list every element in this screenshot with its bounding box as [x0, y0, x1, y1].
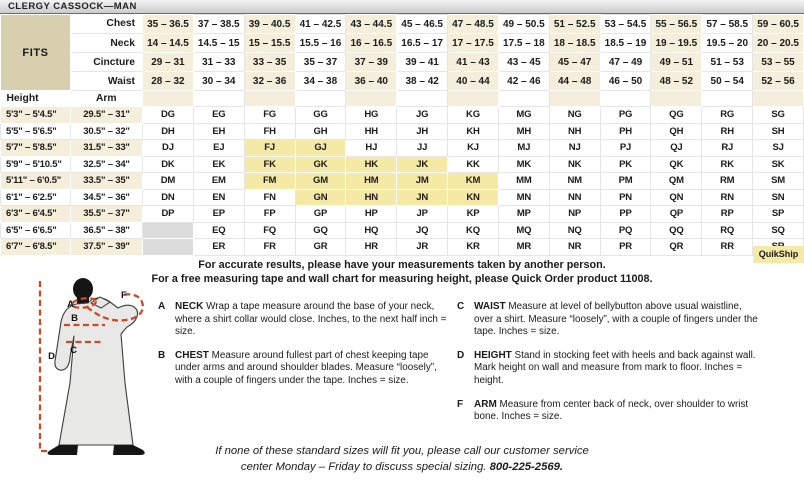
size-code-cell: KK: [448, 156, 499, 173]
measure-value: 19.5 – 20: [702, 34, 753, 53]
measure-row-cincture: [1, 53, 804, 72]
instruction-letter: B: [158, 349, 166, 361]
measure-value: 49 – 51: [651, 53, 702, 72]
instruction-item-c: [457, 301, 758, 339]
height-range-cell: 5'9" – 5'10.5": [1, 156, 71, 173]
instruction-text: [175, 301, 449, 339]
size-code-cell: RM: [702, 173, 753, 190]
size-code-cell: EJ: [193, 140, 244, 157]
size-code-cell: MH: [498, 123, 549, 140]
instructions-left-column: [158, 301, 449, 399]
size-code-cell: SM: [753, 173, 804, 190]
height-range-cell: 5'7" – 5'8.5": [1, 140, 71, 157]
size-code-cell: QJ: [651, 140, 702, 157]
size-row-1: [1, 123, 804, 140]
header-spacer-cell: [244, 91, 295, 107]
size-code-cell: KR: [448, 239, 499, 256]
size-code-cell: JH: [397, 123, 448, 140]
header-spacer-cell: [143, 91, 194, 107]
header-spacer-cell: [651, 91, 702, 107]
size-code-cell: PP: [600, 206, 651, 223]
size-code-cell: HK: [346, 156, 397, 173]
measure-value: 49 – 50.5: [498, 15, 549, 34]
note-line-1: For accurate results, please have your measurements taken by another person.: [198, 259, 606, 271]
header-spacer-cell: [549, 91, 600, 107]
size-code-cell: FN: [244, 189, 295, 206]
size-code-cell: KM: [448, 173, 499, 190]
measure-value: 14 – 14.5: [143, 34, 194, 53]
size-row-7: [1, 222, 804, 239]
quickship-badge: QuikShip: [753, 246, 804, 263]
measure-value: 57 – 58.5: [702, 15, 753, 34]
measure-value: 18 – 18.5: [549, 34, 600, 53]
instruction-item-d: [457, 350, 758, 388]
size-code-cell: HN: [346, 189, 397, 206]
measure-label: Chest: [71, 15, 143, 34]
measure-value: 19 – 19.5: [651, 34, 702, 53]
size-code-cell: FM: [244, 173, 295, 190]
size-code-cell: QH: [651, 123, 702, 140]
size-code-cell: NH: [549, 123, 600, 140]
measure-value: 33 – 35: [244, 53, 295, 72]
measure-value: 37 – 39: [346, 53, 397, 72]
size-code-cell: JP: [397, 206, 448, 223]
size-code-cell: MN: [498, 189, 549, 206]
size-code-cell: DN: [143, 189, 194, 206]
size-code-cell: QK: [651, 156, 702, 173]
size-row-5: [1, 189, 804, 206]
size-code-cell: HR: [346, 239, 397, 256]
instruction-text: [474, 301, 758, 339]
size-code-cell: JN: [397, 189, 448, 206]
header-spacer-cell: [295, 91, 346, 107]
size-code-cell: MK: [498, 156, 549, 173]
figure-label-f: F: [121, 290, 127, 301]
header-spacer-cell: [346, 91, 397, 107]
size-code-cell: RG: [702, 107, 753, 124]
figure-label-d: D: [48, 351, 55, 362]
measure-value: 48 – 52: [651, 72, 702, 91]
size-code-cell: NR: [549, 239, 600, 256]
figure-label-a: A: [67, 299, 74, 310]
arm-range-cell: 35.5" – 37": [71, 206, 143, 223]
measure-value: 28 – 32: [143, 72, 194, 91]
measure-value: 39 – 40.5: [244, 15, 295, 34]
measure-value: 18.5 – 19: [600, 34, 651, 53]
size-code-cell: PJ: [600, 140, 651, 157]
size-code-cell: JG: [397, 107, 448, 124]
arm-range-cell: 34.5" – 36": [71, 189, 143, 206]
size-code-cell: SJ: [753, 140, 804, 157]
size-code-cell: QQ: [651, 222, 702, 239]
size-code-cell: EG: [193, 107, 244, 124]
instruction-term: HEIGHT: [474, 349, 512, 361]
size-code-cell: JR: [397, 239, 448, 256]
size-code-cell: SH: [753, 123, 804, 140]
size-code-cell: FP: [244, 206, 295, 223]
instruction-letter: C: [457, 301, 465, 312]
measure-value: 59 – 60.5: [753, 15, 804, 34]
chart-title-bar: [0, 0, 804, 14]
instruction-body: Measure around fullest part of chest keeping tape under arms and around shoulder blades. Measure “loosely”, with a couple of fingers under the tape. Inches = size.: [175, 349, 437, 386]
measure-value: 16 – 16.5: [346, 34, 397, 53]
size-code-cell: NK: [549, 156, 600, 173]
size-code-cell: GG: [295, 107, 346, 124]
size-code-cell: GR: [295, 239, 346, 256]
instructions-right-column: [457, 301, 758, 435]
arm-range-cell: 33.5" – 35": [71, 173, 143, 190]
measure-value: 53 – 54.5: [600, 15, 651, 34]
size-code-cell: JM: [397, 173, 448, 190]
size-code-cell: EP: [193, 206, 244, 223]
header-spacer-cell: [600, 91, 651, 107]
measure-value: 15 – 15.5: [244, 34, 295, 53]
size-code-cell: FG: [244, 107, 295, 124]
instruction-text: [474, 399, 758, 424]
size-code-cell: QP: [651, 206, 702, 223]
size-code-cell: HH: [346, 123, 397, 140]
size-code-cell: HM: [346, 173, 397, 190]
height-range-cell: 6'3" – 6'4.5": [1, 206, 71, 223]
size-code-cell: GN: [295, 189, 346, 206]
measure-value: 41 – 42.5: [295, 15, 346, 34]
measure-row-waist: [1, 72, 804, 91]
size-code-cell: SG: [753, 107, 804, 124]
size-row-0: [1, 107, 804, 124]
size-code-cell: DJ: [143, 140, 194, 157]
instruction-letter: F: [457, 398, 464, 410]
size-row-3: [1, 156, 804, 173]
measure-value: 53 – 55: [753, 53, 804, 72]
measure-value: 47 – 49: [600, 53, 651, 72]
measure-value: 38 – 42: [397, 72, 448, 91]
size-code-cell: FH: [244, 123, 295, 140]
size-code-cell: GM: [295, 173, 346, 190]
size-code-cell: GP: [295, 206, 346, 223]
header-spacer-cell: [753, 91, 804, 107]
measure-label: Cincture: [71, 53, 143, 72]
footer-line-2: center Monday – Friday to discuss special sizing. 800-225-2569.: [240, 460, 564, 473]
size-code-cell: MR: [498, 239, 549, 256]
size-code-cell: EM: [193, 173, 244, 190]
measure-value: 43 – 44.5: [346, 15, 397, 34]
arm-range-cell: 36.5" – 38": [71, 222, 143, 239]
size-code-cell: GQ: [295, 222, 346, 239]
size-code-cell: RQ: [702, 222, 753, 239]
size-code-cell: RP: [702, 206, 753, 223]
size-code-cell: EN: [193, 189, 244, 206]
header-spacer-cell: [193, 91, 244, 107]
size-code-cell: QM: [651, 173, 702, 190]
arm-range-cell: 30.5" – 32": [71, 123, 143, 140]
size-code-cell: JK: [397, 156, 448, 173]
measure-value: 32 – 36: [244, 72, 295, 91]
size-code-cell: KG: [448, 107, 499, 124]
size-code-cell: GJ: [295, 140, 346, 157]
size-code-cell: MP: [498, 206, 549, 223]
instruction-body: Wrap a tape measure around the base of your neck, where a shirt collar would close. Inches, to the next half inch = size.: [175, 301, 447, 338]
size-code-cell: PM: [600, 173, 651, 190]
instruction-letter: D: [457, 349, 465, 361]
size-code-cell: HQ: [346, 222, 397, 239]
measure-label: Neck: [71, 34, 143, 53]
size-code-cell: EQ: [193, 222, 244, 239]
figure-label-b: B: [71, 313, 78, 324]
arm-range-cell: 37.5" – 39": [71, 239, 143, 256]
measure-value: 44 – 48: [549, 72, 600, 91]
header-spacer-cell: [702, 91, 753, 107]
measure-value: 20 – 20.5: [753, 34, 804, 53]
arm-range-cell: 29.5" – 31": [71, 107, 143, 124]
size-code-cell: RH: [702, 123, 753, 140]
size-code-cell: HP: [346, 206, 397, 223]
size-code-cell: JQ: [397, 222, 448, 239]
size-row-6: [1, 206, 804, 223]
arm-header: Arm: [71, 91, 143, 107]
fits-cell: FITS: [1, 15, 71, 91]
size-code-cell: QR: [651, 239, 702, 256]
measure-value: 17 – 17.5: [448, 34, 499, 53]
measure-row-chest: [1, 15, 804, 34]
measure-value: 55 – 56.5: [651, 15, 702, 34]
size-code-cell: NM: [549, 173, 600, 190]
measure-value: 16.5 – 17: [397, 34, 448, 53]
size-code-cell: PN: [600, 189, 651, 206]
instruction-term: NECK: [175, 301, 204, 312]
size-code-cell: NP: [549, 206, 600, 223]
height-range-cell: 6'1" – 6'2.5": [1, 189, 71, 206]
cassock-measurement-figure: [30, 278, 170, 463]
instruction-letter: A: [158, 301, 166, 312]
measure-value: 47 – 48.5: [448, 15, 499, 34]
measure-value: 37 – 38.5: [193, 15, 244, 34]
customer-service-phone: 800-225-2569.: [489, 460, 564, 473]
instruction-term: CHEST: [175, 349, 209, 361]
measure-label: Waist: [71, 72, 143, 91]
empty-size-cell: [143, 222, 194, 239]
size-code-cell: MQ: [498, 222, 549, 239]
measure-value: 41 – 43: [448, 53, 499, 72]
arm-range-cell: 31.5" – 33": [71, 140, 143, 157]
size-code-cell: SN: [753, 189, 804, 206]
figure-label-c: C: [70, 345, 77, 356]
instruction-item-a: [158, 301, 449, 339]
size-code-cell: MM: [498, 173, 549, 190]
height-header: Height: [1, 91, 71, 107]
size-code-cell: GK: [295, 156, 346, 173]
size-code-cell: MJ: [498, 140, 549, 157]
measure-value: 40 – 44: [448, 72, 499, 91]
size-code-cell: RK: [702, 156, 753, 173]
measure-value: 43 – 45: [498, 53, 549, 72]
instruction-item-b: [158, 350, 449, 388]
size-code-cell: ER: [193, 239, 244, 256]
chart-title: CLERGY CASSOCK—MAN: [8, 1, 137, 12]
size-code-cell: NN: [549, 189, 600, 206]
instruction-term: WAIST: [474, 301, 506, 312]
size-code-cell: EH: [193, 123, 244, 140]
note-line-2: For a free measuring tape and wall chart for measuring height, please Quick Order product 11008.: [151, 272, 653, 285]
instruction-body: Measure at level of bellybutton above usual waistline, over a shirt. Measure “loosely”, with a couple of fingers under the tape. Inches = size.: [474, 301, 758, 338]
size-code-cell: JJ: [397, 140, 448, 157]
empty-size-cell: [143, 239, 194, 256]
size-code-cell: DH: [143, 123, 194, 140]
size-code-cell: SQ: [753, 222, 804, 239]
header-spacer-cell: [397, 91, 448, 107]
size-code-cell: GH: [295, 123, 346, 140]
size-code-cell: DP: [143, 206, 194, 223]
size-code-cell: MG: [498, 107, 549, 124]
size-code-cell: PH: [600, 123, 651, 140]
size-row-4: [1, 173, 804, 190]
measure-value: 50 – 54: [702, 72, 753, 91]
size-code-cell: HG: [346, 107, 397, 124]
size-code-cell: DK: [143, 156, 194, 173]
measure-value: 39 – 41: [397, 53, 448, 72]
size-code-cell: RN: [702, 189, 753, 206]
instruction-item-f: [457, 399, 758, 424]
instruction-term: ARM: [474, 398, 497, 410]
size-code-cell: NJ: [549, 140, 600, 157]
height-range-cell: 5'11" – 6'0.5": [1, 173, 71, 190]
size-code-cell: DM: [143, 173, 194, 190]
height-range-cell: 5'5" – 5'6.5": [1, 123, 71, 140]
measure-value: 30 – 34: [193, 72, 244, 91]
size-chart-table: [0, 14, 804, 256]
size-code-cell: KN: [448, 189, 499, 206]
measure-value: 51 – 53: [702, 53, 753, 72]
measure-value: 36 – 40: [346, 72, 397, 91]
measure-row-neck: [1, 34, 804, 53]
size-code-cell: NG: [549, 107, 600, 124]
height-range-cell: 6'7" – 6'8.5": [1, 239, 71, 256]
header-spacer-cell: [448, 91, 499, 107]
instruction-body: Measure from center back of neck, over shoulder to wrist bone. Inches = size.: [474, 398, 749, 423]
instruction-text: [175, 350, 449, 388]
size-code-cell: NQ: [549, 222, 600, 239]
height-arm-header-row: [1, 91, 804, 107]
special-sizing-footer: [0, 444, 804, 475]
measure-value: 35 – 37: [295, 53, 346, 72]
instruction-text: [474, 350, 758, 388]
size-code-cell: KH: [448, 123, 499, 140]
measure-value: 34 – 38: [295, 72, 346, 91]
measure-value: 15.5 – 16: [295, 34, 346, 53]
size-code-cell: FQ: [244, 222, 295, 239]
measure-value: 51 – 52.5: [549, 15, 600, 34]
measure-value: 17.5 – 18: [498, 34, 549, 53]
measure-value: 45 – 47: [549, 53, 600, 72]
size-code-cell: FR: [244, 239, 295, 256]
size-code-cell: KP: [448, 206, 499, 223]
size-code-cell: HJ: [346, 140, 397, 157]
measure-value: 52 – 56: [753, 72, 804, 91]
size-code-cell: FJ: [244, 140, 295, 157]
measure-value: 29 – 31: [143, 53, 194, 72]
size-code-cell: PG: [600, 107, 651, 124]
size-code-cell: SP: [753, 206, 804, 223]
size-row-8: [1, 239, 804, 256]
footer-line-1: If none of these standard sizes will fit you, please call our customer service: [215, 445, 589, 457]
height-range-cell: 6'5" – 6'6.5": [1, 222, 71, 239]
measure-value: 14.5 – 15: [193, 34, 244, 53]
measure-value: 46 – 50: [600, 72, 651, 91]
size-code-cell: SK: [753, 156, 804, 173]
size-code-cell: KQ: [448, 222, 499, 239]
arm-range-cell: 32.5" – 34": [71, 156, 143, 173]
measure-value: 45 – 46.5: [397, 15, 448, 34]
size-row-2: [1, 140, 804, 157]
size-code-cell: PQ: [600, 222, 651, 239]
size-code-cell: PK: [600, 156, 651, 173]
measure-value: 42 – 46: [498, 72, 549, 91]
size-code-cell: DG: [143, 107, 194, 124]
size-code-cell: KJ: [448, 140, 499, 157]
size-code-cell: RR: [702, 239, 753, 256]
header-spacer-cell: [498, 91, 549, 107]
size-code-cell: QN: [651, 189, 702, 206]
size-code-cell: QG: [651, 107, 702, 124]
size-code-cell: PR: [600, 239, 651, 256]
size-code-cell: EK: [193, 156, 244, 173]
measure-value: 31 – 33: [193, 53, 244, 72]
measure-value: 35 – 36.5: [143, 15, 194, 34]
height-range-cell: 5'3" – 5'4.5": [1, 107, 71, 124]
size-code-cell: FK: [244, 156, 295, 173]
instruction-body: Stand in stocking feet with heels and back against wall. Mark height on wall and measure from mark to floor. Inches = height.: [474, 349, 756, 386]
size-code-cell: RJ: [702, 140, 753, 157]
